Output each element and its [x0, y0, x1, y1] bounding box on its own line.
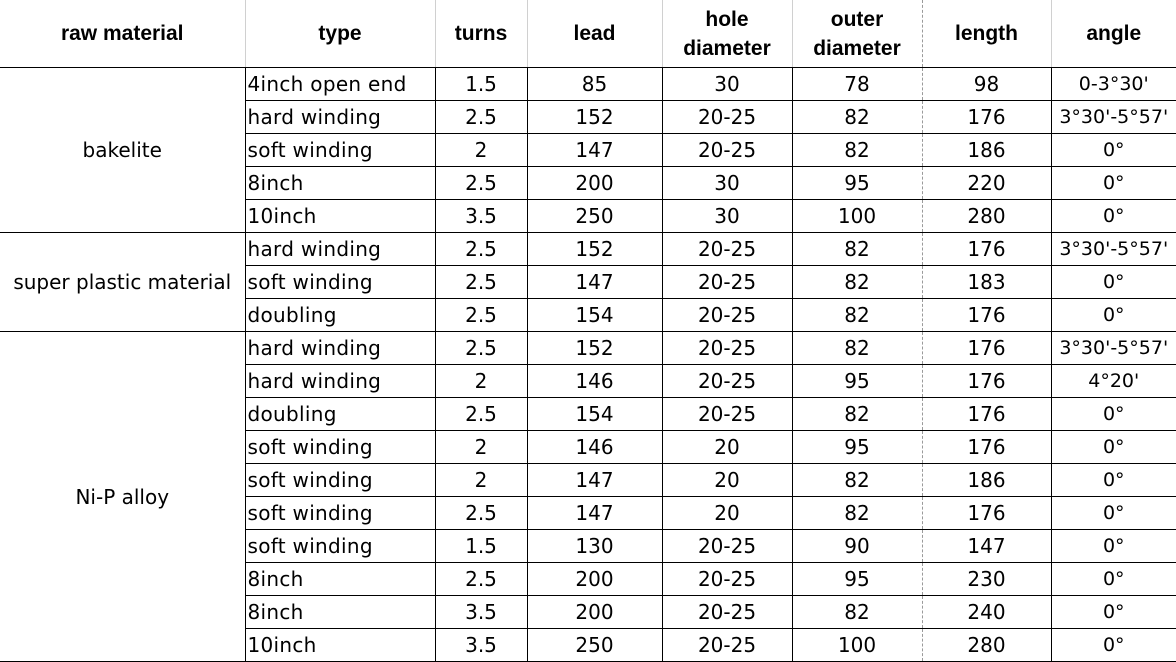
cell-type: 8inch: [245, 596, 435, 629]
cell-turns: 3.5: [435, 200, 527, 233]
cell-lead: 152: [527, 101, 662, 134]
header-angle: angle: [1051, 0, 1176, 68]
cell-hole-diameter: 20-25: [662, 629, 792, 662]
cell-lead: 200: [527, 596, 662, 629]
cell-length: 176: [922, 299, 1051, 332]
cell-raw-material: bakelite: [0, 68, 245, 233]
cell-type: doubling: [245, 398, 435, 431]
cell-lead: 146: [527, 365, 662, 398]
cell-length: 186: [922, 134, 1051, 167]
cell-angle: 0°: [1051, 497, 1176, 530]
cell-turns: 2.5: [435, 266, 527, 299]
cell-outer-diameter: 82: [792, 299, 922, 332]
cell-turns: 2.5: [435, 563, 527, 596]
cell-lead: 200: [527, 563, 662, 596]
cell-turns: 2.5: [435, 101, 527, 134]
cell-angle: 0°: [1051, 530, 1176, 563]
cell-length: 176: [922, 398, 1051, 431]
cell-type: soft winding: [245, 464, 435, 497]
header-hole-diameter: hole diameter: [662, 0, 792, 68]
cell-outer-diameter: 82: [792, 332, 922, 365]
cell-length: 176: [922, 431, 1051, 464]
cell-turns: 2.5: [435, 497, 527, 530]
cell-type: 4inch open end: [245, 68, 435, 101]
cell-turns: 3.5: [435, 629, 527, 662]
cell-hole-diameter: 20: [662, 464, 792, 497]
cell-angle: 0°: [1051, 398, 1176, 431]
cell-outer-diameter: 95: [792, 563, 922, 596]
header-lead: lead: [527, 0, 662, 68]
cell-outer-diameter: 95: [792, 167, 922, 200]
cell-lead: 85: [527, 68, 662, 101]
cell-outer-diameter: 82: [792, 134, 922, 167]
cell-length: 240: [922, 596, 1051, 629]
cell-type: soft winding: [245, 497, 435, 530]
cell-outer-diameter: 95: [792, 431, 922, 464]
header-type: type: [245, 0, 435, 68]
cell-type: 10inch: [245, 629, 435, 662]
cell-type: doubling: [245, 299, 435, 332]
cell-turns: 2: [435, 464, 527, 497]
cell-lead: 147: [527, 497, 662, 530]
cell-turns: 3.5: [435, 596, 527, 629]
cell-raw-material: Ni-P alloy: [0, 332, 245, 662]
cell-length: 98: [922, 68, 1051, 101]
cell-outer-diameter: 82: [792, 233, 922, 266]
cell-length: 147: [922, 530, 1051, 563]
cell-length: 176: [922, 233, 1051, 266]
cell-turns: 2: [435, 431, 527, 464]
cell-outer-diameter: 82: [792, 596, 922, 629]
cell-angle: 0°: [1051, 200, 1176, 233]
cell-lead: 146: [527, 431, 662, 464]
cell-turns: 2.5: [435, 233, 527, 266]
cell-lead: 152: [527, 233, 662, 266]
cell-length: 280: [922, 200, 1051, 233]
cell-angle: 4°20': [1051, 365, 1176, 398]
cell-hole-diameter: 20-25: [662, 596, 792, 629]
cell-length: 176: [922, 365, 1051, 398]
cell-angle: 0°: [1051, 167, 1176, 200]
cell-hole-diameter: 20-25: [662, 332, 792, 365]
cell-hole-diameter: 20-25: [662, 134, 792, 167]
cell-lead: 147: [527, 266, 662, 299]
cell-type: soft winding: [245, 530, 435, 563]
cell-length: 186: [922, 464, 1051, 497]
cell-length: 183: [922, 266, 1051, 299]
cell-outer-diameter: 82: [792, 497, 922, 530]
cell-hole-diameter: 20-25: [662, 101, 792, 134]
cell-hole-diameter: 30: [662, 200, 792, 233]
cell-lead: 130: [527, 530, 662, 563]
cell-outer-diameter: 82: [792, 101, 922, 134]
cell-length: 280: [922, 629, 1051, 662]
cell-length: 220: [922, 167, 1051, 200]
cell-hole-diameter: 20-25: [662, 233, 792, 266]
table-header: [0, 0, 1176, 68]
cell-type: hard winding: [245, 365, 435, 398]
cell-type: hard winding: [245, 101, 435, 134]
cell-angle: 3°30'-5°57': [1051, 332, 1176, 365]
cell-lead: 147: [527, 134, 662, 167]
cell-outer-diameter: 78: [792, 68, 922, 101]
cell-hole-diameter: 20-25: [662, 266, 792, 299]
cell-turns: 2: [435, 134, 527, 167]
cell-turns: 2.5: [435, 167, 527, 200]
cell-hole-diameter: 20-25: [662, 563, 792, 596]
cell-type: 8inch: [245, 167, 435, 200]
cell-angle: 0°: [1051, 464, 1176, 497]
cell-angle: 0°: [1051, 629, 1176, 662]
cell-length: 230: [922, 563, 1051, 596]
cell-hole-diameter: 30: [662, 68, 792, 101]
cell-lead: 152: [527, 332, 662, 365]
cell-angle: 3°30'-5°57': [1051, 233, 1176, 266]
cell-hole-diameter: 20-25: [662, 530, 792, 563]
cell-outer-diameter: 100: [792, 629, 922, 662]
cell-hole-diameter: 20: [662, 497, 792, 530]
header-row: [0, 0, 1176, 68]
cell-outer-diameter: 90: [792, 530, 922, 563]
cell-type: soft winding: [245, 134, 435, 167]
cell-angle: 3°30'-5°57': [1051, 101, 1176, 134]
cell-angle: 0°: [1051, 134, 1176, 167]
header-turns: turns: [435, 0, 527, 68]
cell-length: 176: [922, 497, 1051, 530]
cell-lead: 147: [527, 464, 662, 497]
header-raw-material: raw material: [0, 0, 245, 68]
table-row: [0, 68, 1176, 101]
cell-turns: 2.5: [435, 299, 527, 332]
cell-hole-diameter: 30: [662, 167, 792, 200]
cell-angle: 0-3°30': [1051, 68, 1176, 101]
cell-lead: 154: [527, 299, 662, 332]
header-length: length: [922, 0, 1051, 68]
cell-turns: 2: [435, 365, 527, 398]
cell-lead: 154: [527, 398, 662, 431]
cell-lead: 250: [527, 200, 662, 233]
cell-turns: 2.5: [435, 398, 527, 431]
cell-hole-diameter: 20: [662, 431, 792, 464]
header-outer-diameter: outer diameter: [792, 0, 922, 68]
cell-hole-diameter: 20-25: [662, 299, 792, 332]
cell-outer-diameter: 95: [792, 365, 922, 398]
table-row: [0, 332, 1176, 365]
cell-raw-material: super plastic material: [0, 233, 245, 332]
table-body: [0, 68, 1176, 662]
cell-lead: 200: [527, 167, 662, 200]
cell-type: hard winding: [245, 332, 435, 365]
cell-length: 176: [922, 332, 1051, 365]
cell-type: soft winding: [245, 266, 435, 299]
cell-angle: 0°: [1051, 431, 1176, 464]
cell-outer-diameter: 82: [792, 398, 922, 431]
cell-turns: 1.5: [435, 530, 527, 563]
cell-outer-diameter: 82: [792, 266, 922, 299]
cell-type: 10inch: [245, 200, 435, 233]
cell-turns: 2.5: [435, 332, 527, 365]
cell-angle: 0°: [1051, 299, 1176, 332]
cell-lead: 250: [527, 629, 662, 662]
cell-angle: 0°: [1051, 596, 1176, 629]
cell-outer-diameter: 100: [792, 200, 922, 233]
cell-outer-diameter: 82: [792, 464, 922, 497]
table-row: [0, 233, 1176, 266]
cell-length: 176: [922, 101, 1051, 134]
cell-turns: 1.5: [435, 68, 527, 101]
cell-hole-diameter: 20-25: [662, 398, 792, 431]
cell-type: 8inch: [245, 563, 435, 596]
cell-hole-diameter: 20-25: [662, 365, 792, 398]
cell-type: hard winding: [245, 233, 435, 266]
cell-angle: 0°: [1051, 266, 1176, 299]
cell-angle: 0°: [1051, 563, 1176, 596]
cell-type: soft winding: [245, 431, 435, 464]
